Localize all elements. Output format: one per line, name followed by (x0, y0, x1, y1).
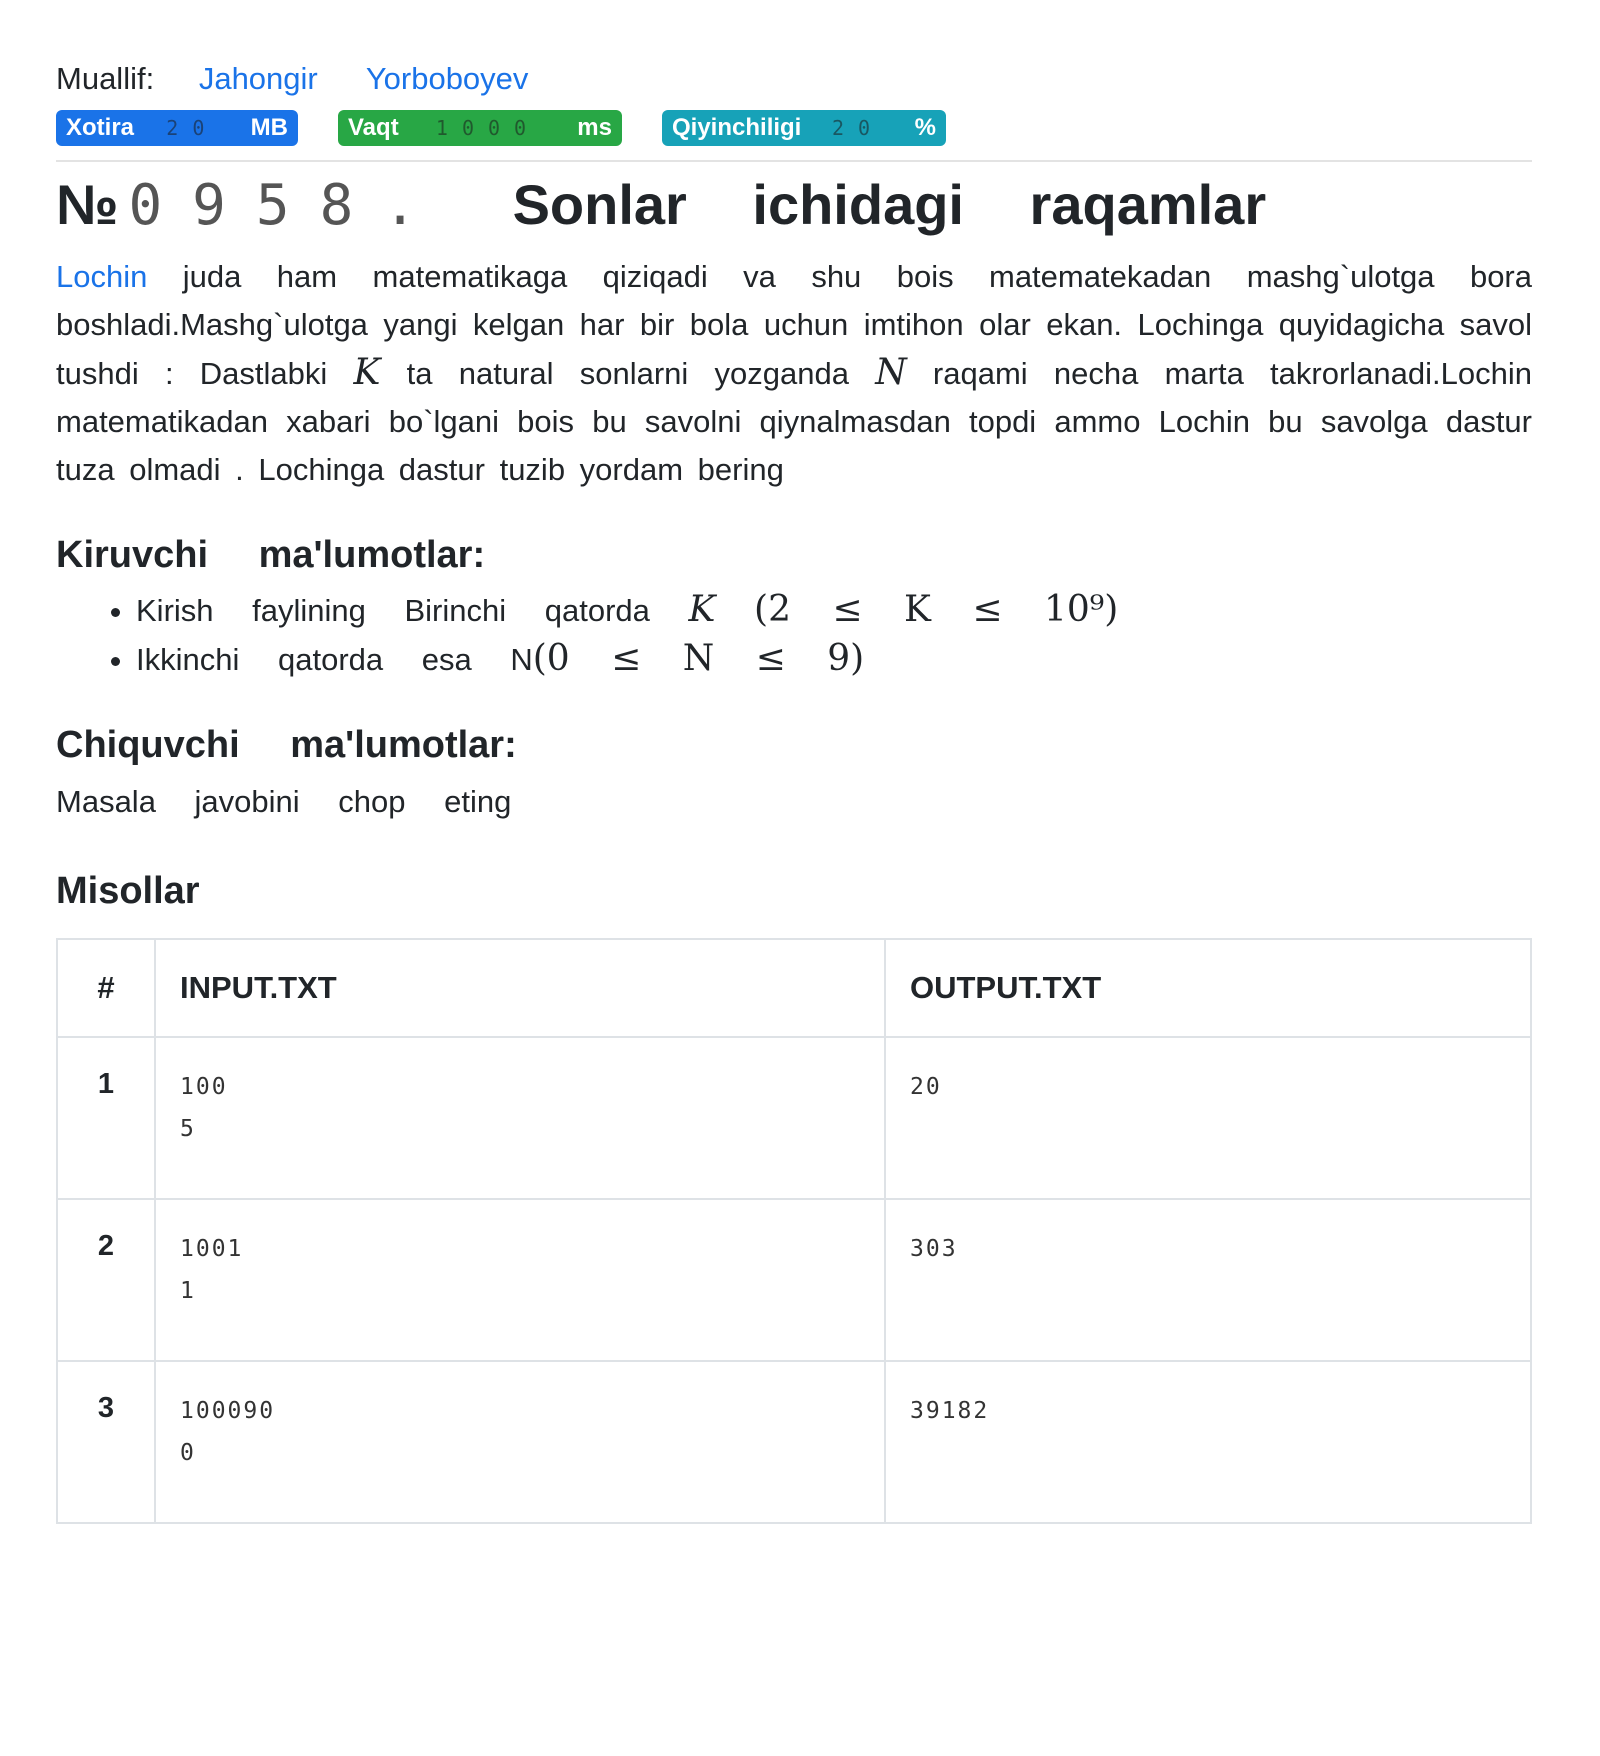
statement-text-2: ta natural sonlarni yozganda (380, 356, 876, 391)
row-index: 3 (57, 1361, 155, 1523)
time-badge-value: 1000 (435, 116, 541, 140)
input-item-1 (136, 586, 1532, 635)
statement-var-n: N (875, 352, 907, 393)
input-item-1-var: K (688, 589, 716, 630)
output-value: 20 (910, 1074, 942, 1100)
statement-text-3: raqami necha marta takrorlanadi.Lochin matematikadan xabari bo`lgani bois bu savolni qiynalmasdan topdi ammo Lochin bu savolga dastur tuza olmadi . Lochinga dastur tuzib yordam bering (56, 356, 1533, 487)
author-line (56, 56, 1532, 102)
output-cell (885, 1361, 1531, 1523)
statement-var-k: K (353, 352, 381, 393)
problem-title: Sonlar ichidagi raqamlar (512, 173, 1267, 236)
examples-section (56, 866, 1532, 1524)
memory-badge-value: 20 (166, 116, 219, 140)
problem-page (56, 56, 1532, 1524)
output-section (56, 720, 1532, 826)
output-value: 303 (910, 1236, 958, 1262)
row-index: 1 (57, 1037, 155, 1199)
input-section (56, 530, 1532, 684)
difficulty-badge (662, 110, 946, 146)
examples-heading: Misollar (56, 870, 200, 912)
examples-table (56, 938, 1532, 1524)
memory-badge-unit: MB (250, 114, 288, 141)
time-badge-unit: ms (577, 114, 612, 141)
author-first-name-link[interactable]: Jahongir (198, 61, 318, 96)
row-index: 2 (57, 1199, 155, 1361)
table-row (57, 1361, 1531, 1523)
input-value: 100090 0 (180, 1398, 276, 1466)
column-header-output: OUTPUT.TXT (885, 939, 1531, 1037)
table-row (57, 1199, 1531, 1361)
input-item-2-text: Ikkinchi qatorda esa N (136, 642, 533, 677)
column-header-input: INPUT.TXT (155, 939, 885, 1037)
input-item-2 (136, 635, 1532, 684)
table-row (57, 1037, 1531, 1199)
input-item-1-math: (2 ≤ K ≤ 10⁹) (754, 589, 1119, 630)
output-text: Masala javobini chop eting (56, 784, 512, 819)
input-cell (155, 1037, 885, 1199)
statement-link-lochin[interactable]: Lochin (56, 259, 148, 294)
column-header-index: # (57, 939, 155, 1037)
difficulty-badge-label: Qiyinchiligi (672, 114, 802, 141)
statement-text-1: juda ham matematikaga qiziqadi va shu bois matematekadan mashg`ulotga bora boshladi.Mashg`ulotga yangi kelgan har bir bola uchun imtihon olar ekan. Lochinga quyidagicha savol tushdi : Dastlabki (56, 259, 1532, 391)
page-title (56, 168, 1532, 243)
output-cell (885, 1037, 1531, 1199)
header-divider (56, 160, 1532, 162)
memory-badge (56, 110, 298, 146)
author-label: Muallif: (56, 61, 155, 96)
input-cell (155, 1199, 885, 1361)
memory-badge-label: Xotira (66, 114, 135, 141)
input-list (56, 586, 1532, 684)
time-badge (338, 110, 622, 146)
difficulty-badge-unit: % (914, 114, 936, 141)
input-value: 1001 1 (180, 1236, 244, 1304)
input-heading: Kiruvchi ma'lumotlar: (56, 534, 486, 576)
problem-number-prefix: № (56, 173, 119, 236)
input-value: 100 5 (180, 1074, 228, 1142)
input-item-2-math: (0 ≤ N ≤ 9) (532, 638, 865, 679)
input-item-1-text: Kirish faylining Birinchi qatorda (136, 593, 689, 628)
output-cell (885, 1199, 1531, 1361)
output-value: 39182 (910, 1398, 990, 1424)
input-cell (155, 1361, 885, 1523)
author-last-name-link[interactable]: Yorboboyev (365, 61, 529, 96)
problem-statement (56, 253, 1532, 494)
difficulty-badge-value: 20 (831, 116, 885, 140)
limits-badges (56, 110, 1532, 146)
output-heading: Chiquvchi ma'lumotlar: (56, 724, 517, 766)
examples-header-row (57, 939, 1531, 1037)
problem-number: 0958. (128, 173, 448, 238)
time-badge-label: Vaqt (348, 114, 399, 141)
